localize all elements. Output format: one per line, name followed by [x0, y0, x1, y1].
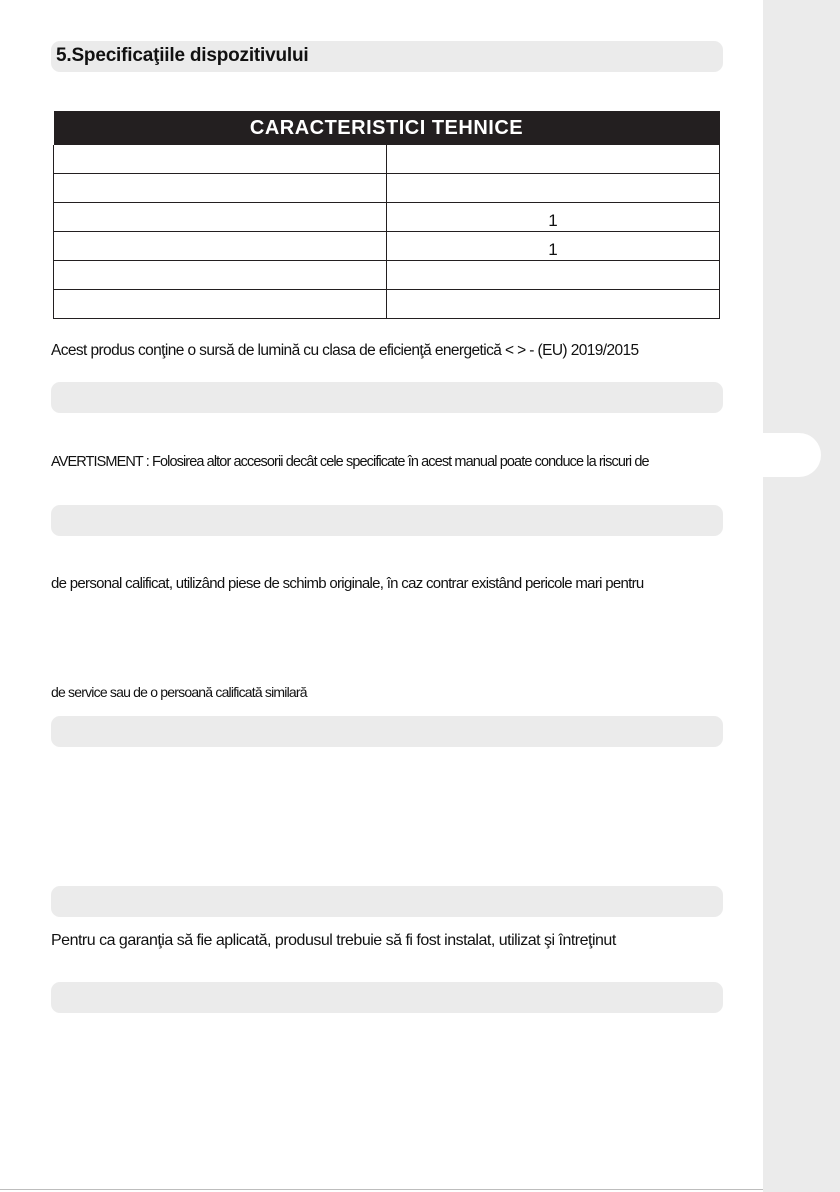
table-row: [54, 203, 720, 232]
table-row: [54, 174, 720, 203]
table-cell: 1: [387, 203, 720, 232]
table-cell: [54, 290, 387, 319]
table-cell: [54, 203, 387, 232]
warning-text: AVERTISMENT : Folosirea altor accesorii decât cele specificate în acest manual poate conduce la riscuri de: [51, 454, 649, 470]
table-row: [54, 290, 720, 319]
table-cell: 1: [387, 232, 720, 261]
section-bar: [51, 886, 723, 917]
table-row: [54, 232, 720, 261]
table-cell: [387, 174, 720, 203]
section-title: 5.Specificaţiile dispozitivului: [56, 45, 309, 66]
table-row: [54, 145, 720, 174]
table-cell: [54, 145, 387, 174]
bottom-rule: [0, 1189, 763, 1190]
section-bar: [51, 505, 723, 536]
table-cell: [54, 174, 387, 203]
side-tab: [741, 433, 821, 477]
energy-note: Acest produs conţine o sursă de lumină cu clasa de eficienţă energetică < > - (EU) 2019/2015: [51, 342, 639, 359]
table-cell: [387, 145, 720, 174]
spec-table: [53, 111, 720, 319]
table-cell: [387, 261, 720, 290]
table-cell: [54, 261, 387, 290]
side-strip: [763, 0, 840, 1192]
spec-table-header: CARACTERISTICI TEHNICE: [54, 111, 720, 145]
section-bar: [51, 716, 723, 747]
service-text-end: de service sau de o persoană calificată similară: [51, 684, 307, 700]
warranty-text: Pentru ca garanţia să fie aplicată, produsul trebuie să fi fost instalat, utilizat şi întreţinut: [51, 932, 616, 949]
section-bar: [51, 982, 723, 1013]
table-cell: [54, 232, 387, 261]
table-row: [54, 261, 720, 290]
section-bar: [51, 382, 723, 413]
table-cell: [387, 290, 720, 319]
service-text: de personal calificat, utilizând piese de schimb originale, în caz contrar existând pericole mari pentru: [51, 575, 644, 592]
